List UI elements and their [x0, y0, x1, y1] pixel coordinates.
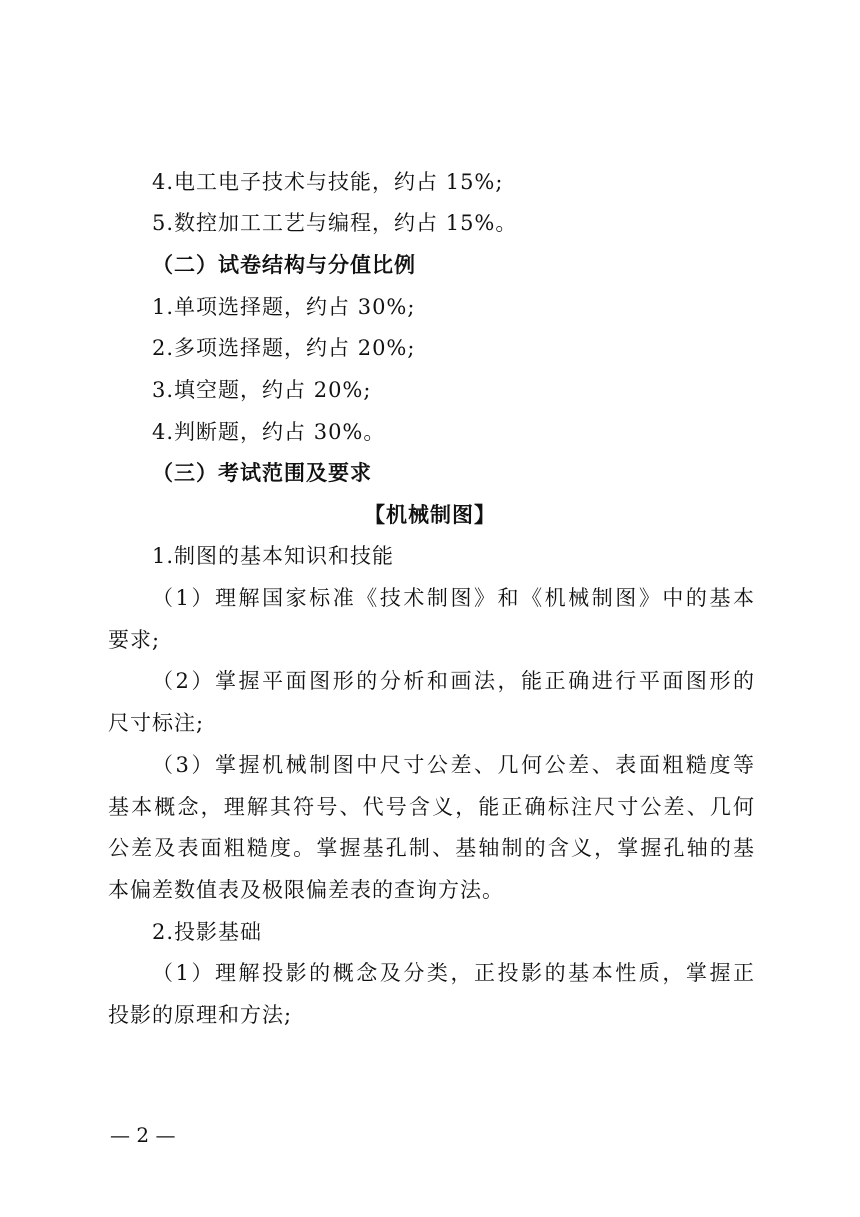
topic-2-paragraph-1-line-1: （1）理解投影的概念及分类，正投影的基本性质，掌握正 [152, 961, 754, 985]
topic-2-title: 2.投影基础 [152, 920, 263, 944]
topic-1-paragraph-3-line-2: 基本概念，理解其符号、代号含义，能正确标注尺寸公差、几何 [108, 795, 754, 819]
section-heading-structure: （二）试卷结构与分值比例 [152, 253, 416, 277]
structure-item-3: 3.填空题，约占 20%; [152, 378, 372, 402]
topic-1-paragraph-1-line-1: （1）理解国家标准《技术制图》和《机械制图》中的基本 [152, 586, 754, 610]
exam-weight-item-5: 5.数控加工工艺与编程，约占 15%。 [152, 211, 518, 235]
topic-2-paragraph-1-line-2: 投影的原理和方法; [108, 1003, 293, 1027]
exam-weight-item-4: 4.电工电子技术与技能，约占 15%; [152, 170, 504, 194]
topic-1-paragraph-1-line-2: 要求; [108, 628, 161, 652]
section-heading-scope: （三）考试范围及要求 [152, 461, 372, 485]
topic-1-paragraph-2-line-2: 尺寸标注; [108, 711, 205, 735]
structure-item-1: 1.单项选择题，约占 30%; [152, 295, 416, 319]
topic-1-title: 1.制图的基本知识和技能 [152, 544, 395, 568]
subject-title: 【机械制图】 [364, 503, 496, 527]
topic-1-paragraph-3-line-4: 本偏差数值表及极限偏差表的查询方法。 [108, 878, 504, 902]
topic-1-paragraph-2-line-1: （2）掌握平面图形的分析和画法，能正确进行平面图形的 [152, 669, 754, 693]
page-number: — 2 — [110, 1123, 176, 1147]
topic-1-paragraph-3-line-1: （3）掌握机械制图中尺寸公差、几何公差、表面粗糙度等 [152, 753, 754, 777]
structure-item-4: 4.判断题，约占 30%。 [152, 420, 386, 444]
topic-1-paragraph-3-line-3: 公差及表面粗糙度。掌握基孔制、基轴制的含义，掌握孔轴的基 [108, 836, 754, 860]
structure-item-2: 2.多项选择题，约占 20%; [152, 336, 416, 360]
